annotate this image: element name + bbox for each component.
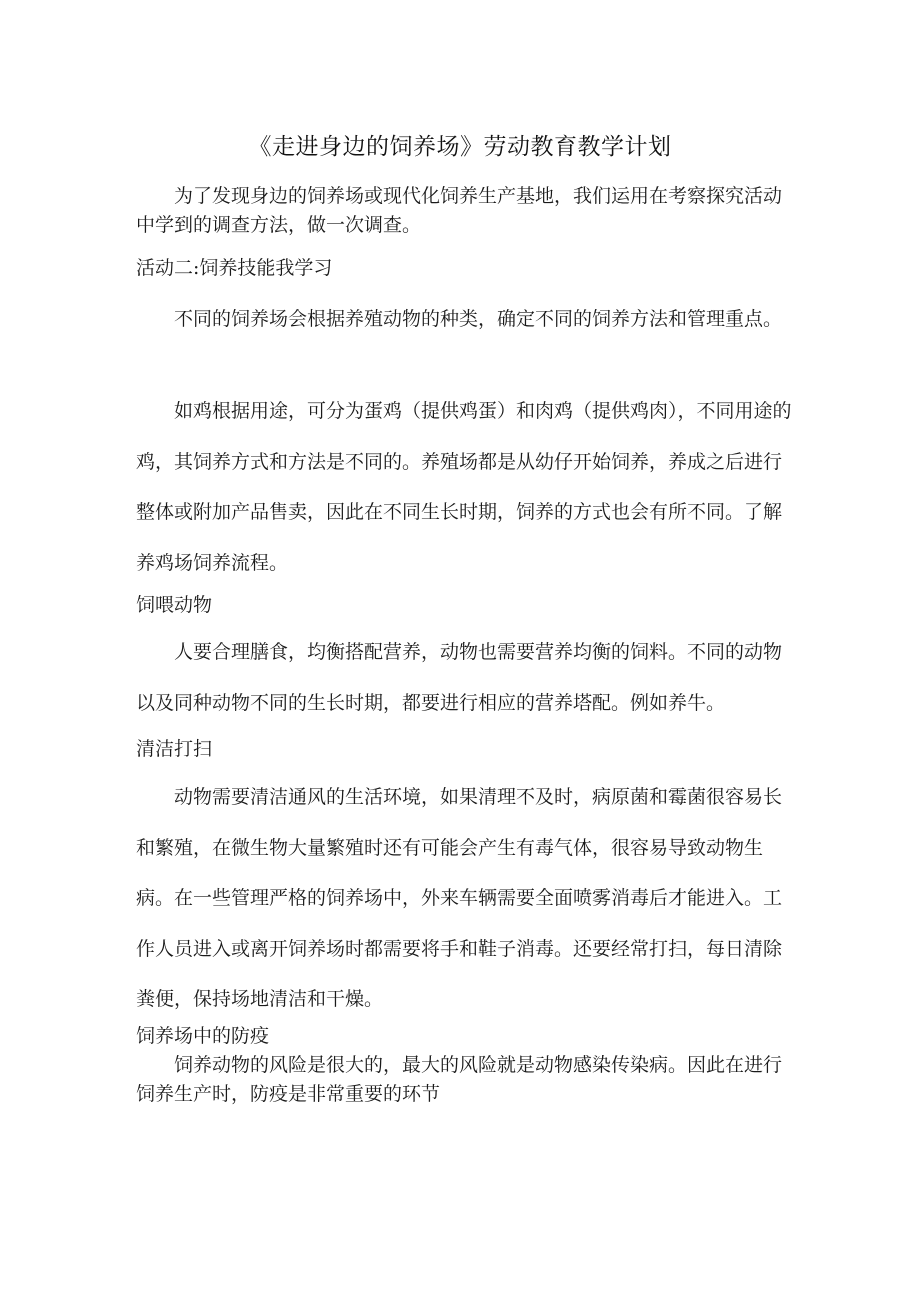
epidemic-heading: 饲养场中的防疫 xyxy=(136,1025,270,1047)
feeding-heading: 饲喂动物 xyxy=(136,594,213,616)
activity-heading: 活动二:饲养技能我学习 xyxy=(136,257,333,279)
paragraph-methods: 不同的饲养场会根据养殖动物的种类，确定不同的饲养方法和管理重点。 xyxy=(174,308,783,330)
paragraph-chicken: 如鸡根据用途，可分为蛋鸡（提供鸡蛋）和肉鸡（提供鸡肉），不同用途的鸡，其饲养方式和方法是不同的。养殖场都是从幼仔开始饲养，养成之后进行整体或附加产品售卖，因此在不同生长时期，饲养的方式也会有所不同。了解养鸡场饲养流程。 xyxy=(136,400,792,574)
epidemic-paragraph: 饲养动物的风险是很大的，最大的风险就是动物感染传染病。因此在进行饲养生产时，防疫是非常重要的环节 xyxy=(136,1054,783,1105)
intro-paragraph: 为了发现身边的饲养场或现代化饲养生产基地，我们运用在考察探究活动中学到的调查方法，做一次调查。 xyxy=(136,185,783,236)
cleaning-paragraph: 动物需要清洁通风的生活环境，如果清理不及时，病原菌和霉菌很容易长和繁殖，在微生物大量繁殖时还有可能会产生有毒气体，很容易导致动物生病。在一些管理严格的饲养场中，外来车辆需要全面喷雾消毒后才能进入。工作人员进入或离开饲养场时都需要将手和鞋子消毒。还要经常打扫，每日清除粪便，保持场地清洁和干燥。 xyxy=(136,786,783,1010)
document-title: 《走进身边的饲养场》劳动教育教学计划 xyxy=(248,134,672,160)
feeding-paragraph: 人要合理膳食，均衡搭配营养，动物也需要营养均衡的饲料。不同的动物以及同种动物不同的生长时期，都要进行相应的营养塔配。例如养牛。 xyxy=(136,641,783,714)
cleaning-heading: 清洁打扫 xyxy=(136,738,213,760)
